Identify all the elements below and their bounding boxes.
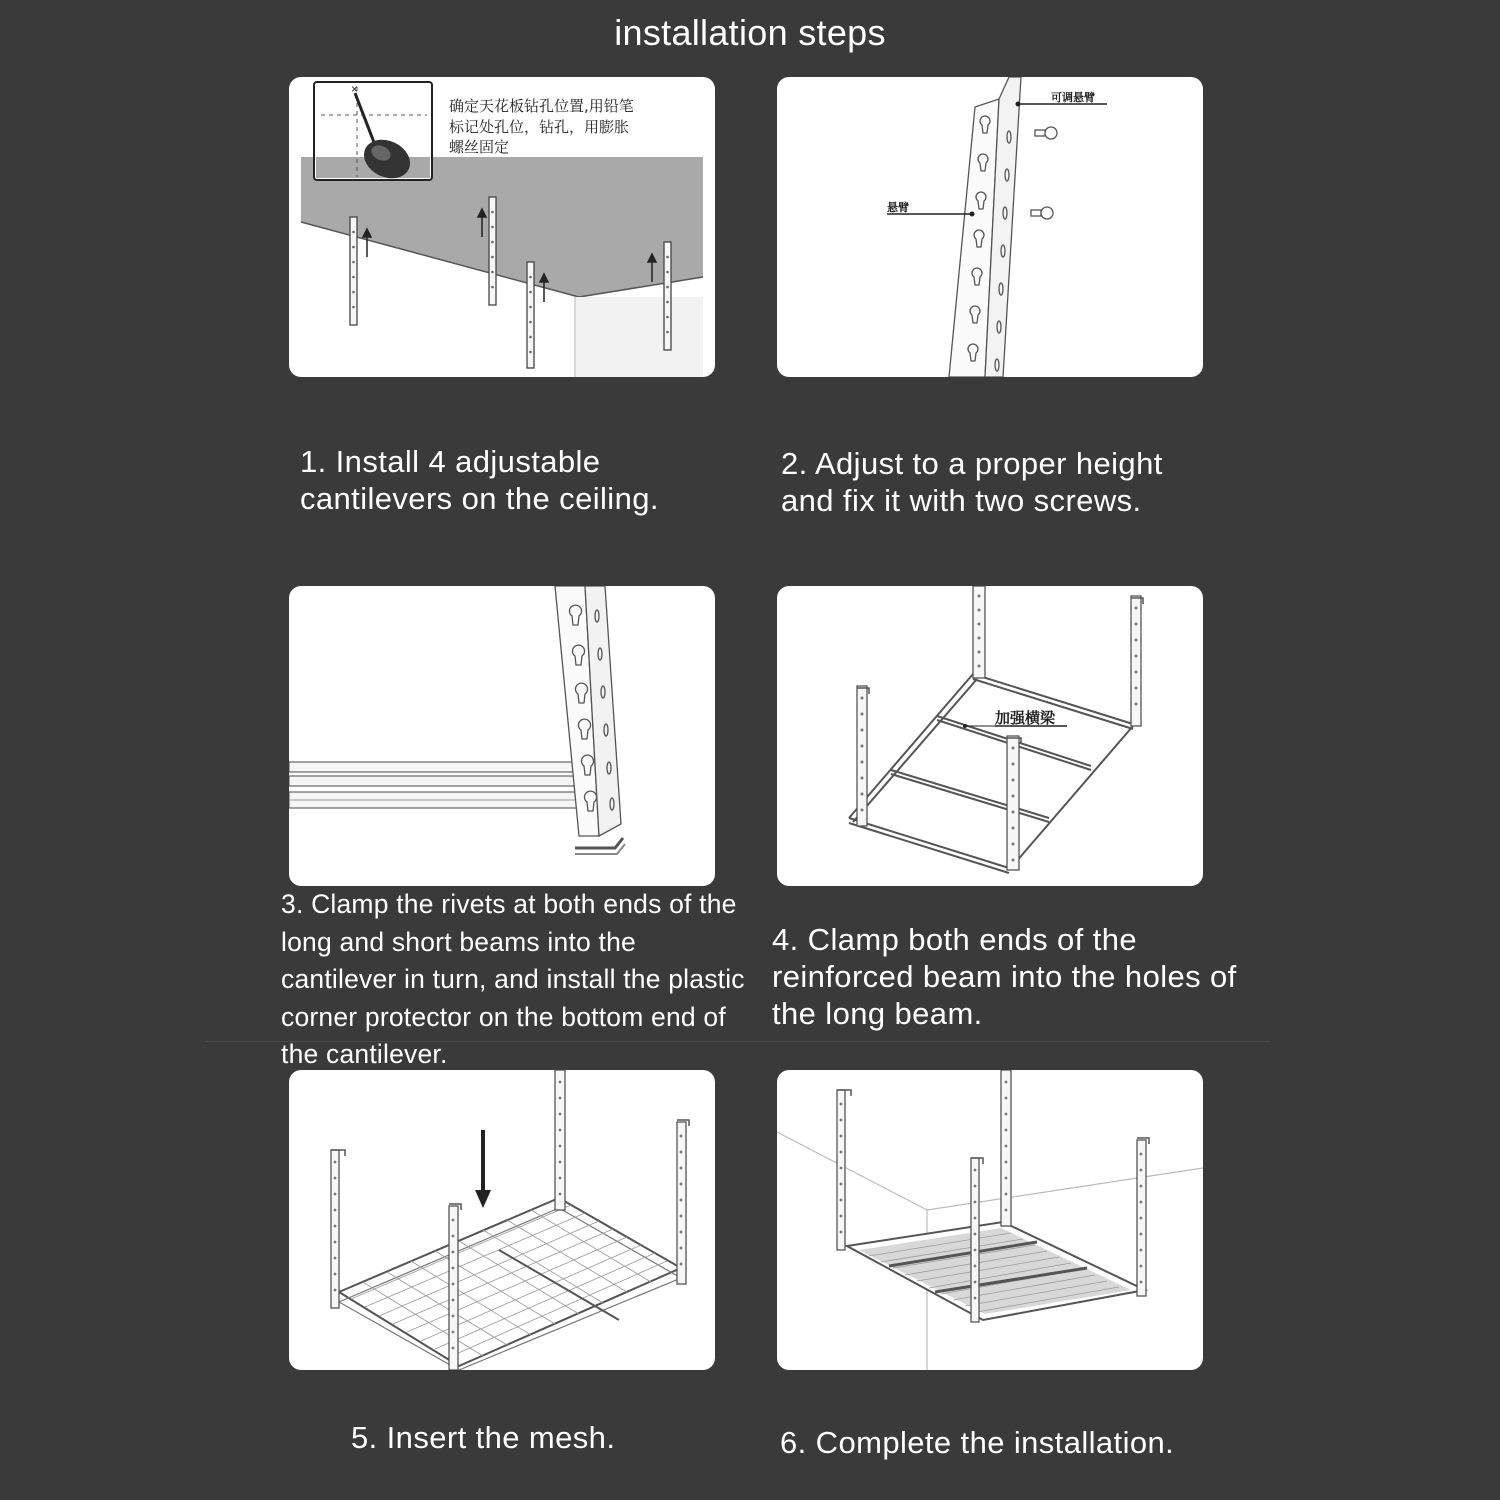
step-6-caption: 6. Complete the installation.: [780, 1425, 1175, 1460]
step-3-caption: 3. Clamp the rivets at both ends of the long and short beams into the cantilever in turn, and install the plastic corner protector on the bottom end of the cantilever.: [281, 889, 745, 1069]
svg-text:×: ×: [351, 82, 359, 96]
step-1-caption: 1. Install 4 adjustable cantilevers on the ceiling.: [300, 444, 659, 516]
adjustable-cantilever-label: 可调悬臂: [1051, 91, 1095, 104]
svg-text:确定天花板钻孔位置,用铅笔: 确定天花板钻孔位置,用铅笔: [449, 97, 634, 115]
cantilever-label: 悬臂: [887, 201, 909, 214]
svg-text:标记处孔位，钻孔，用膨胀: 标记处孔位，钻孔，用膨胀: [449, 118, 630, 136]
step-3-diagram: [289, 586, 715, 886]
step-5-caption: 5. Insert the mesh.: [351, 1420, 616, 1455]
step-5-diagram: [289, 1070, 715, 1370]
page-title: installation steps: [614, 12, 886, 53]
step-4-caption: 4. Clamp both ends of the reinforced beam into the holes of the long beam.: [772, 922, 1237, 1031]
step-1-instruction-text: [449, 97, 634, 156]
step-6-diagram: [777, 1070, 1203, 1370]
reinforced-beam-label: 加强横梁: [995, 709, 1056, 727]
step-1-diagram: [289, 77, 715, 377]
step-2-diagram: [777, 77, 1203, 377]
svg-text:螺丝固定: 螺丝固定: [449, 138, 510, 156]
step-4-diagram: [777, 586, 1203, 886]
step-2-caption: 2. Adjust to a proper height and fix it with two screws.: [781, 446, 1163, 518]
